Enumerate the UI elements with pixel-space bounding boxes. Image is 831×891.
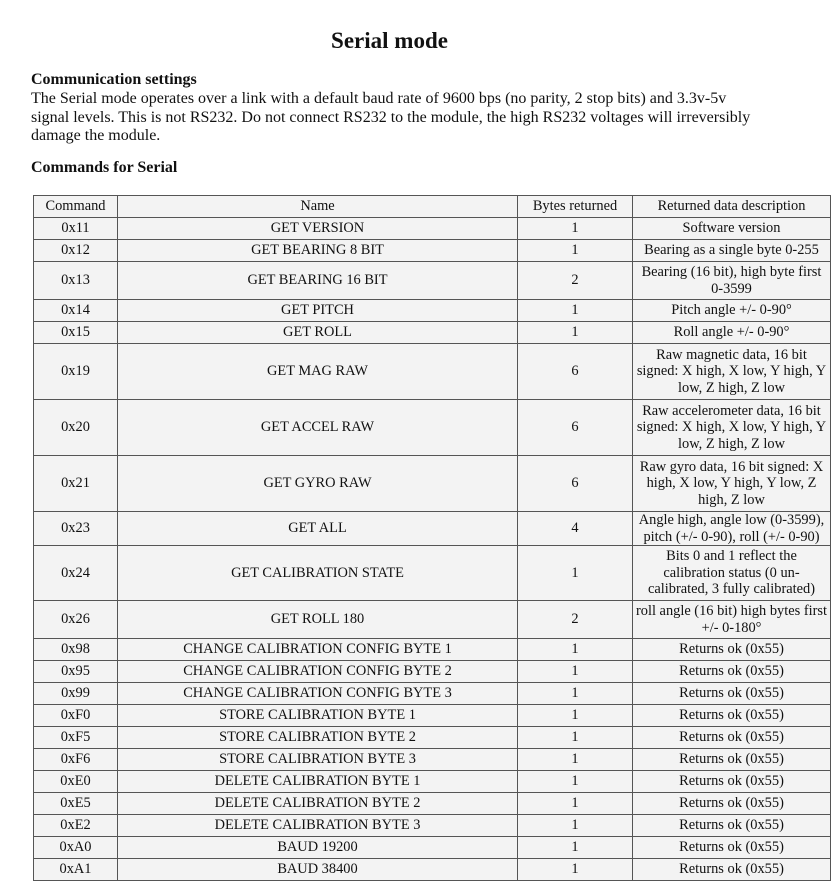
cell-description: Returns ok (0x55)	[633, 859, 831, 881]
cell-name: GET GYRO RAW	[118, 456, 518, 512]
cell-description: Raw gyro data, 16 bit signed: X high, X low, Y high, Y low, Z high, Z low	[633, 456, 831, 512]
table-row	[34, 300, 831, 322]
cell-description: Returns ok (0x55)	[633, 771, 831, 793]
cell-name: BAUD 38400	[118, 859, 518, 881]
cell-description: Returns ok (0x55)	[633, 815, 831, 837]
cell-description: Returns ok (0x55)	[633, 727, 831, 749]
cell-bytes-returned: 1	[518, 218, 633, 240]
column-header-command: Command	[34, 196, 118, 218]
table-row	[34, 512, 831, 546]
table-header-row	[34, 196, 831, 218]
cell-bytes-returned: 1	[518, 240, 633, 262]
cell-bytes-returned: 6	[518, 400, 633, 456]
cell-command: 0x11	[34, 218, 118, 240]
cell-command: 0xF0	[34, 705, 118, 727]
commands-table-body	[34, 218, 831, 881]
cell-bytes-returned: 1	[518, 546, 633, 601]
cell-command: 0xF5	[34, 727, 118, 749]
cell-bytes-returned: 1	[518, 683, 633, 705]
cell-name: GET VERSION	[118, 218, 518, 240]
cell-bytes-returned: 1	[518, 661, 633, 683]
cell-description: Returns ok (0x55)	[633, 749, 831, 771]
cell-name: CHANGE CALIBRATION CONFIG BYTE 1	[118, 639, 518, 661]
table-row	[34, 218, 831, 240]
column-header-description: Returned data description	[633, 196, 831, 218]
cell-name: GET CALIBRATION STATE	[118, 546, 518, 601]
cell-bytes-returned: 4	[518, 512, 633, 546]
table-row	[34, 837, 831, 859]
cell-command: 0xA0	[34, 837, 118, 859]
cell-name: GET ACCEL RAW	[118, 400, 518, 456]
table-row	[34, 661, 831, 683]
cell-description: Returns ok (0x55)	[633, 661, 831, 683]
cell-bytes-returned: 6	[518, 344, 633, 400]
cell-name: GET BEARING 16 BIT	[118, 262, 518, 300]
cell-description: Returns ok (0x55)	[633, 793, 831, 815]
table-row	[34, 262, 831, 300]
cell-command: 0xF6	[34, 749, 118, 771]
page-title: Serial mode	[331, 28, 448, 53]
table-row	[34, 683, 831, 705]
table-row	[34, 727, 831, 749]
cell-command: 0x23	[34, 512, 118, 546]
cell-name: GET PITCH	[118, 300, 518, 322]
cell-name: DELETE CALIBRATION BYTE 3	[118, 815, 518, 837]
cell-bytes-returned: 1	[518, 815, 633, 837]
cell-name: DELETE CALIBRATION BYTE 2	[118, 793, 518, 815]
table-row	[34, 344, 831, 400]
cell-bytes-returned: 1	[518, 322, 633, 344]
cell-command: 0x20	[34, 400, 118, 456]
table-row	[34, 771, 831, 793]
cell-name: GET BEARING 8 BIT	[118, 240, 518, 262]
cell-bytes-returned: 2	[518, 262, 633, 300]
table-row	[34, 639, 831, 661]
cell-name: CHANGE CALIBRATION CONFIG BYTE 3	[118, 683, 518, 705]
table-row	[34, 322, 831, 344]
cell-bytes-returned: 1	[518, 705, 633, 727]
cell-command: 0x21	[34, 456, 118, 512]
cell-bytes-returned: 1	[518, 300, 633, 322]
cell-command: 0x14	[34, 300, 118, 322]
cell-description: Roll angle +/- 0-90°	[633, 322, 831, 344]
cell-command: 0x13	[34, 262, 118, 300]
cell-command: 0xE0	[34, 771, 118, 793]
cell-command: 0x98	[34, 639, 118, 661]
cell-name: GET ROLL	[118, 322, 518, 344]
table-row	[34, 400, 831, 456]
cell-name: STORE CALIBRATION BYTE 2	[118, 727, 518, 749]
cell-bytes-returned: 1	[518, 793, 633, 815]
cell-name: STORE CALIBRATION BYTE 1	[118, 705, 518, 727]
cell-name: CHANGE CALIBRATION CONFIG BYTE 2	[118, 661, 518, 683]
table-row	[34, 749, 831, 771]
table-row	[34, 240, 831, 262]
table-row	[34, 705, 831, 727]
commands-heading: Commands for Serial	[31, 159, 178, 176]
cell-command: 0x26	[34, 601, 118, 639]
cell-description: Bits 0 and 1 reflect the calibration status (0 un-calibrated, 3 fully calibrated)	[633, 546, 831, 601]
table-row	[34, 793, 831, 815]
cell-description: Pitch angle +/- 0-90°	[633, 300, 831, 322]
cell-command: 0xA1	[34, 859, 118, 881]
cell-bytes-returned: 2	[518, 601, 633, 639]
cell-command: 0x99	[34, 683, 118, 705]
table-row	[34, 859, 831, 881]
commands-table	[33, 195, 831, 881]
cell-bytes-returned: 1	[518, 727, 633, 749]
cell-description: Software version	[633, 218, 831, 240]
cell-description: Raw magnetic data, 16 bit signed: X high, X low, Y high, Y low, Z high, Z low	[633, 344, 831, 400]
table-row	[34, 456, 831, 512]
cell-command: 0x95	[34, 661, 118, 683]
cell-bytes-returned: 6	[518, 456, 633, 512]
cell-description: roll angle (16 bit) high bytes first +/- 0-180°	[633, 601, 831, 639]
cell-description: Bearing (16 bit), high byte first 0-3599	[633, 262, 831, 300]
cell-description: Returns ok (0x55)	[633, 705, 831, 727]
cell-command: 0x19	[34, 344, 118, 400]
cell-bytes-returned: 1	[518, 837, 633, 859]
column-header-name: Name	[118, 196, 518, 218]
cell-command: 0xE5	[34, 793, 118, 815]
cell-description: Bearing as a single byte 0-255	[633, 240, 831, 262]
cell-description: Returns ok (0x55)	[633, 683, 831, 705]
table-row	[34, 546, 831, 601]
cell-description: Raw accelerometer data, 16 bit signed: X high, X low, Y high, Y low, Z high, Z low	[633, 400, 831, 456]
cell-command: 0x24	[34, 546, 118, 601]
cell-description: Returns ok (0x55)	[633, 639, 831, 661]
cell-command: 0x15	[34, 322, 118, 344]
cell-name: GET ALL	[118, 512, 518, 546]
cell-name: STORE CALIBRATION BYTE 3	[118, 749, 518, 771]
cell-name: GET ROLL 180	[118, 601, 518, 639]
cell-bytes-returned: 1	[518, 749, 633, 771]
cell-bytes-returned: 1	[518, 771, 633, 793]
cell-command: 0xE2	[34, 815, 118, 837]
table-row	[34, 815, 831, 837]
cell-description: Angle high, angle low (0-3599), pitch (+/- 0-90), roll (+/- 0-90)	[633, 512, 831, 546]
communication-settings-heading: Communication settings	[31, 71, 197, 88]
table-row	[34, 601, 831, 639]
communication-settings-text: The Serial mode operates over a link with a default baud rate of 9600 bps (no parity, 2 stop bits) and 3.3v-5v signal levels. This is not RS232. Do not connect RS232 to the module, the high RS232 voltages will irreversibly damage the module.	[31, 90, 751, 144]
cell-name: GET MAG RAW	[118, 344, 518, 400]
cell-bytes-returned: 1	[518, 859, 633, 881]
cell-description: Returns ok (0x55)	[633, 837, 831, 859]
cell-name: BAUD 19200	[118, 837, 518, 859]
column-header-bytes-returned: Bytes returned	[518, 196, 633, 218]
cell-command: 0x12	[34, 240, 118, 262]
cell-name: DELETE CALIBRATION BYTE 1	[118, 771, 518, 793]
cell-bytes-returned: 1	[518, 639, 633, 661]
